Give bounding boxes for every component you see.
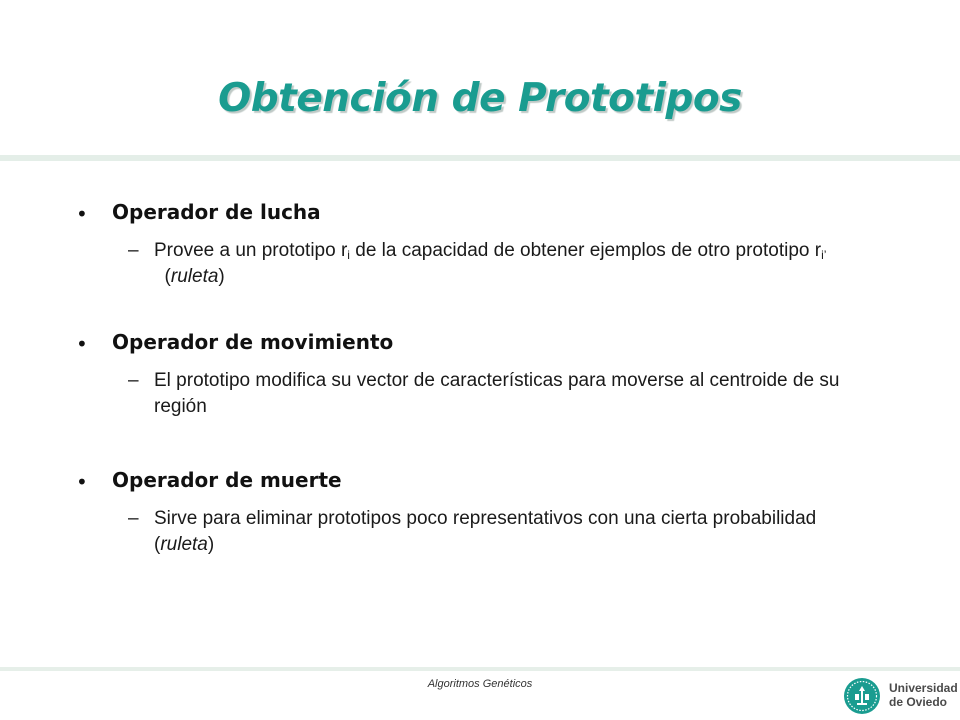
university-logo (843, 675, 958, 715)
sub-text: ) (207, 534, 215, 555)
sub-point (128, 506, 876, 558)
sub-text: ) (218, 266, 225, 287)
sub-point (128, 368, 876, 420)
bullet-point: • (76, 332, 88, 356)
sub-text: Sirve para eliminar prototipos poco representativos con una cierta probabilidad ( (154, 508, 817, 555)
subscript: i’ (821, 248, 827, 262)
university-seal-icon (843, 677, 881, 715)
dash-marker: – (128, 240, 139, 261)
italic-text: ruleta (160, 534, 208, 555)
title-divider (0, 155, 960, 161)
slide-title: Obtención de Prototipos (218, 76, 742, 121)
dash-marker: – (128, 370, 139, 391)
sub-text: ( (154, 266, 171, 287)
subscript: i (347, 248, 350, 262)
university-name-line1: Universidad (889, 681, 958, 695)
university-name (889, 681, 958, 709)
footer-text: Algoritmos Genéticos (427, 678, 533, 690)
section-operador-muerte (76, 468, 876, 558)
sub-text: El prototipo modifica su vector de características para moverse al centroide de su región (154, 370, 840, 417)
sub-text: de la capacidad de obtener ejemplos de otro prototipo r (349, 240, 822, 261)
section-heading: Operador de muerte (112, 468, 342, 492)
bullet-point: • (76, 470, 88, 494)
dash-marker: – (128, 508, 139, 529)
section-heading: Operador de lucha (112, 200, 321, 224)
bullet-point: • (76, 202, 88, 226)
sub-point (128, 238, 876, 290)
italic-text: ruleta (170, 266, 219, 287)
sub-text: Provee a un prototipo r (154, 240, 348, 261)
section-operador-movimiento (76, 330, 876, 420)
section-heading: Operador de movimiento (112, 330, 394, 354)
university-name-line2: de Oviedo (889, 695, 948, 709)
footer-divider (0, 667, 960, 671)
section-operador-lucha (76, 200, 876, 290)
